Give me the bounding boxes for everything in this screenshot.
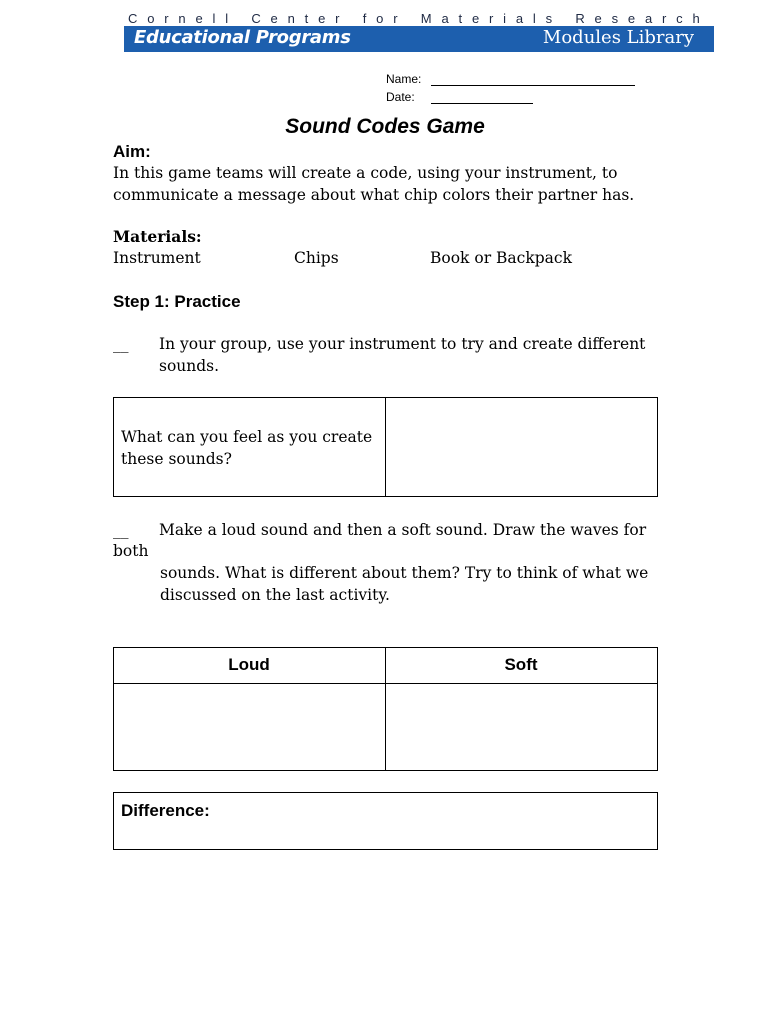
task1-blank[interactable]: __	[113, 335, 129, 353]
task1-line-1: In your group, use your instrument to try and create different	[159, 335, 646, 353]
task1-line-2: sounds.	[159, 356, 220, 375]
institution-letter: e	[195, 10, 203, 26]
soft-drawing-cell[interactable]	[387, 686, 655, 769]
institution-letter: h	[692, 10, 700, 26]
aim-line-1: In this game teams will create a code, using your instrument, to	[113, 164, 618, 182]
task2-line-1: Make a loud sound and then a soft sound. Draw the waves for	[159, 521, 647, 539]
feel-question-line-1: What can you feel as you create	[121, 428, 373, 446]
task2-line-1b: both	[113, 542, 149, 560]
institution-letter: a	[441, 10, 449, 26]
material-book-backpack: Book or Backpack	[430, 249, 572, 267]
aim-text	[113, 163, 673, 206]
soft-column-header: Soft	[504, 655, 538, 674]
institution-letter: r	[335, 10, 340, 26]
institution-letter: l	[212, 10, 216, 26]
task2-text	[160, 563, 680, 606]
name-label: Name:	[386, 72, 422, 86]
document-title: Sound Codes Game	[285, 115, 485, 138]
feel-question	[121, 427, 381, 470]
loud-column-header: Loud	[228, 655, 270, 674]
materials-heading: Materials:	[113, 227, 202, 246]
institution-letter: e	[318, 10, 326, 26]
institution-letter: n	[178, 10, 186, 26]
banner-educational-programs: Educational Programs	[134, 27, 351, 48]
institution-letter: i	[503, 10, 507, 26]
institution-letter: f	[362, 10, 367, 26]
institution-letter: t	[304, 10, 309, 26]
institution-letter: C	[251, 10, 261, 26]
institution-letter: s	[545, 10, 553, 26]
institution-letter: c	[676, 10, 683, 26]
aim-heading: Aim:	[113, 142, 151, 161]
institution-letter	[407, 11, 411, 26]
institution-letter: r	[164, 10, 169, 26]
institution-letter: e	[471, 10, 480, 26]
institution-letter: e	[627, 10, 636, 26]
banner-modules-library: Modules Library	[542, 27, 694, 48]
institution-letter: r	[393, 10, 398, 26]
institution-letter: s	[611, 10, 619, 26]
institution-letter: l	[532, 10, 536, 26]
institution-letter: l	[225, 10, 229, 26]
task2-line-3: discussed on the last activity.	[160, 585, 390, 604]
header-banner	[124, 26, 714, 52]
loud-drawing-cell[interactable]	[115, 686, 383, 769]
institution-letter: M	[420, 10, 432, 26]
institution-letter: e	[594, 10, 602, 26]
date-field[interactable]	[431, 103, 533, 104]
institution-letter: o	[376, 10, 384, 26]
material-instrument: Instrument	[113, 249, 201, 267]
date-label: Date:	[386, 90, 415, 104]
institution-letter: a	[644, 10, 653, 26]
institution-letter	[238, 11, 242, 26]
feel-table-divider	[385, 397, 386, 497]
institution-letter	[349, 11, 353, 26]
institution-letter: e	[270, 10, 278, 26]
task2-line-2: sounds. What is different about them? Try to think of what we	[160, 564, 649, 582]
aim-line-2: communicate a message about what chip colors their partner has.	[113, 185, 635, 204]
institution-letter	[562, 11, 566, 26]
material-chips: Chips	[294, 249, 339, 267]
institution-letter: R	[575, 10, 585, 26]
institution-letter: r	[488, 10, 494, 26]
institution-letter: t	[458, 10, 463, 26]
institution-letter: o	[147, 10, 155, 26]
institution-letter: n	[287, 10, 295, 26]
step1-heading: Step 1: Practice	[113, 292, 241, 311]
institution-name	[128, 9, 700, 27]
feel-question-line-2: these sounds?	[121, 449, 232, 468]
institution-letter: C	[128, 10, 138, 26]
feel-answer-cell[interactable]	[387, 399, 655, 495]
institution-letter: r	[662, 10, 667, 26]
difference-label: Difference:	[121, 801, 210, 820]
institution-letter: a	[515, 10, 524, 26]
task1-text	[159, 334, 679, 377]
name-field[interactable]	[431, 85, 635, 86]
task2-blank[interactable]: __	[113, 521, 129, 539]
